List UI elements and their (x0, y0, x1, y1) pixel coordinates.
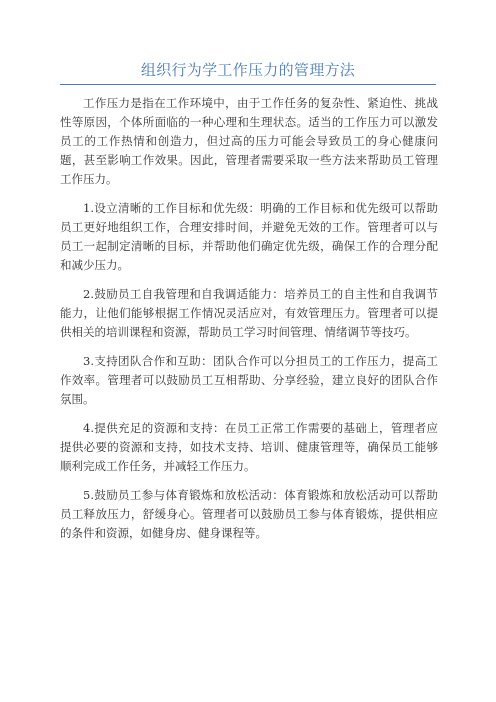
document-title: 组织行为学工作压力的管理方法 (140, 61, 356, 79)
document-body (60, 94, 438, 553)
intro-paragraph: 工作压力是指在工作环境中，由于工作任务的复杂性、紧迫性、挑战性等原因，个体所面临的一种心理和生理状态。适当的工作压力可以激发员工的工作热情和创造力，但过高的压力可能会导致员工的身心健康问题，甚至影响工作效果。因此，管理者需要采取一些方法来帮助员工管理工作压力。 (60, 96, 438, 186)
title-underline (60, 84, 436, 85)
method-5-paragraph: 5.鼓励员工参与体育锻炼和放松活动：体育锻炼和放松活动可以帮助员工释放压力，舒缓身心。管理者可以鼓励员工参与体育锻炼，提供相应的条件和资源，如健身房、健身课程等。 (60, 488, 438, 540)
method-2-paragraph: 2.鼓励员工自我管理和自我调适能力：培养员工的自主性和自我调节能力，让他们能够根据工作情况灵活应对，有效管理压力。管理者可以提供相关的培训课程和资源，帮助员工学习时间管理、情绪调节等技巧。 (60, 287, 438, 339)
method-3-paragraph: 3.支持团队合作和互助：团队合作可以分担员工的工作压力，提高工作效率。管理者可以鼓励员工互相帮助、分享经验，建立良好的团队合作氛围。 (60, 354, 438, 406)
method-1-paragraph: 1.设立清晰的工作目标和优先级：明确的工作目标和优先级可以帮助员工更好地组织工作，合理安排时间，并避免无效的工作。管理者可以与员工一起制定清晰的目标，并帮助他们确定优先级，确保工作的合理分配和减少压力。 (60, 201, 438, 272)
method-4-paragraph: 4.提供充足的资源和支持：在员工正常工作需要的基础上，管理者应提供必要的资源和支持，如技术支持、培训、健康管理等，确保员工能够顺利完成工作任务，并减轻工作压力。 (60, 421, 438, 473)
